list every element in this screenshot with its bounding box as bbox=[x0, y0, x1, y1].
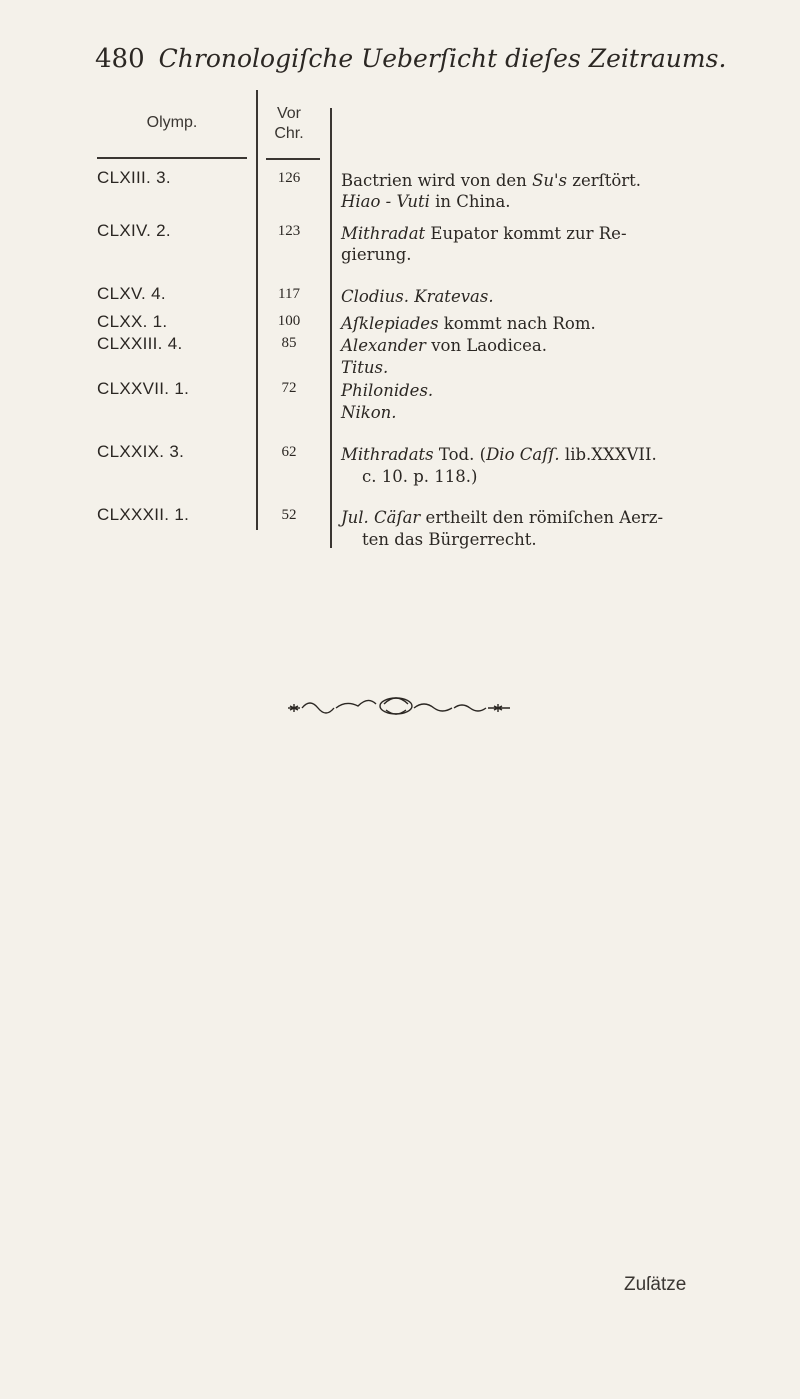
catchword: Zuſätze bbox=[624, 1274, 687, 1295]
event-line: Mithradat Eupator kommt zur Re- bbox=[341, 224, 627, 243]
olymp-entry: CLXXVII. 1. bbox=[97, 379, 190, 398]
year-entry: 100 bbox=[277, 313, 301, 329]
event-line: Jul. Cäſar ertheilt den römiſchen Aerz- bbox=[341, 508, 664, 527]
year-entry: 126 bbox=[277, 170, 301, 186]
event-line: gierung. bbox=[341, 245, 412, 264]
event-line: c. 10. p. 118.) bbox=[362, 467, 478, 486]
year-entry: 62 bbox=[281, 444, 297, 460]
event-line: Titus. bbox=[341, 358, 389, 377]
event-line: Mithradats Tod. (Dio Caſſ. lib.XXXVII. bbox=[341, 445, 657, 464]
column-header-vor: Vor bbox=[276, 105, 301, 122]
column-header-vor-chr bbox=[258, 104, 320, 144]
event-line: ten das Bürgerrecht. bbox=[362, 530, 537, 549]
event-line: Aſklepiades kommt nach Rom. bbox=[341, 314, 596, 333]
event-line: Clodius. Kratevas. bbox=[341, 287, 494, 306]
running-title: Chronologiſche Ueberſicht dieſes Zeitraums. bbox=[158, 44, 727, 73]
olymp-entry: CLXXXII. 1. bbox=[97, 505, 190, 524]
page-number: 480 bbox=[95, 44, 145, 74]
column-header-chr: Chr. bbox=[274, 125, 304, 142]
rule-vor-header bbox=[266, 158, 320, 160]
year-entry: 117 bbox=[278, 286, 300, 302]
event-line: Hiao - Vuti in China. bbox=[341, 192, 511, 211]
ornament-icon bbox=[284, 692, 514, 718]
year-entry: 52 bbox=[281, 507, 297, 523]
event-line: Philonides. bbox=[341, 381, 434, 400]
year-entry: 72 bbox=[281, 380, 297, 396]
divider-right bbox=[330, 108, 332, 548]
page-header bbox=[95, 44, 726, 94]
year-entry: 85 bbox=[281, 335, 297, 351]
column-header-olymp: Olymp. bbox=[146, 114, 198, 131]
olymp-entry: CLXV. 4. bbox=[97, 284, 166, 303]
divider-left bbox=[256, 90, 258, 530]
year-entry: 123 bbox=[277, 223, 301, 239]
event-line: Nikon. bbox=[341, 403, 397, 422]
olymp-entry: CLXIV. 2. bbox=[97, 221, 171, 240]
event-line: Bactrien wird von den Su's zerſtört. bbox=[341, 171, 642, 190]
rule-olymp-header bbox=[97, 157, 247, 159]
event-line: Alexander von Laodicea. bbox=[341, 336, 547, 355]
olymp-entry: CLXXIII. 4. bbox=[97, 334, 183, 353]
olymp-entry: CLXXIX. 3. bbox=[97, 442, 185, 461]
olymp-entry: CLXIII. 3. bbox=[97, 168, 171, 187]
olymp-entry: CLXX. 1. bbox=[97, 312, 168, 331]
